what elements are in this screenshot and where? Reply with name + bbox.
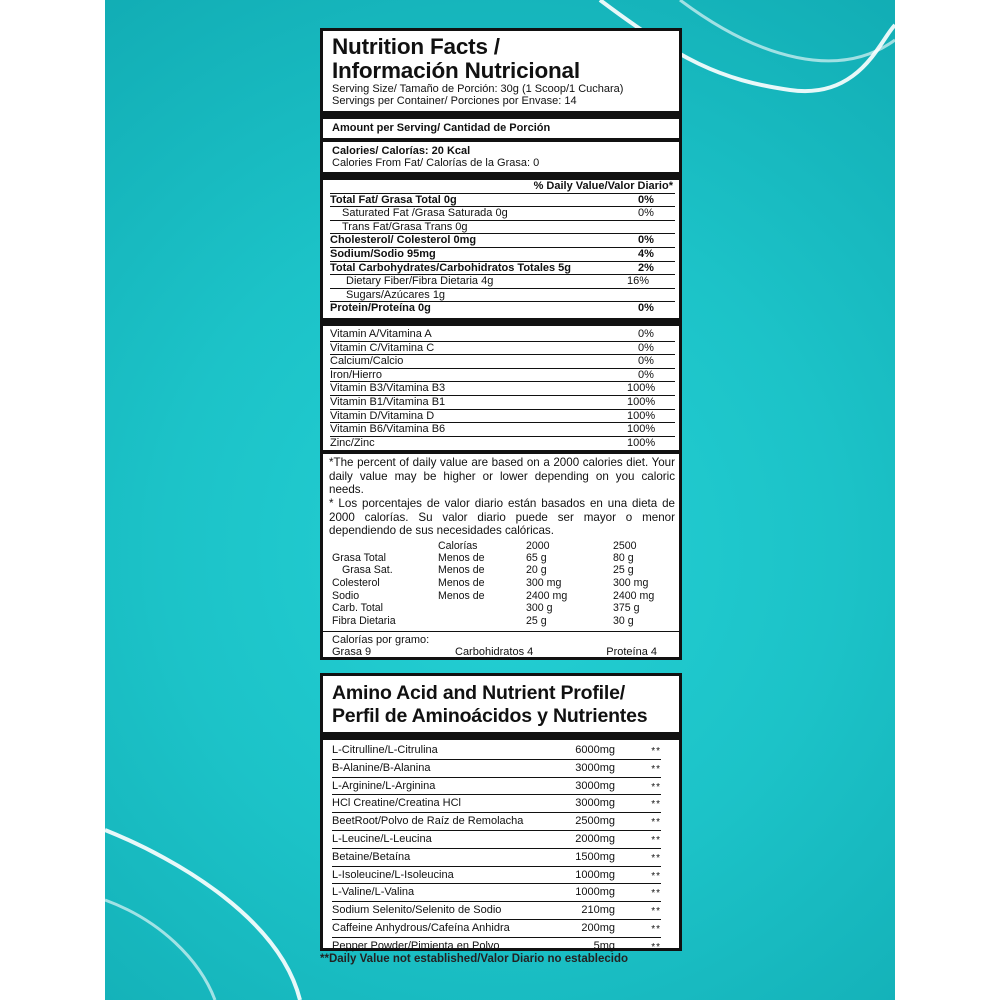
nutrient-label: Sugars/Azúcares 1g xyxy=(346,288,446,301)
vitamin-label: Vitamin A/Vitamina A xyxy=(330,327,432,340)
dv-table-cell: Menos de xyxy=(438,577,485,590)
vitamin-dv: 100% xyxy=(627,409,656,422)
nutrient-dv: 0% xyxy=(638,234,654,247)
amino-dv-mark: ** xyxy=(651,746,661,757)
dv-table-cell: 300 mg xyxy=(526,577,562,590)
vitamin-row xyxy=(330,410,675,424)
serving-size: Serving Size/ Tamaño de Porción: 30g (1 Scoop/1 Cuchara) xyxy=(332,83,624,95)
dv-table-cell: 80 g xyxy=(613,551,634,564)
divider-thick xyxy=(323,318,679,326)
calories: Calories/ Calorías: 20 Kcal xyxy=(332,145,471,157)
vitamin-row xyxy=(330,342,675,356)
amino-label: Pepper Powder/Pimienta en Polvo xyxy=(332,939,500,952)
amino-dv-mark: ** xyxy=(651,763,661,775)
amino-amount: 1000mg xyxy=(575,868,615,881)
nutrition-title-line1: Nutrition Facts / xyxy=(332,34,500,59)
amino-label: BeetRoot/Polvo de Raíz de Remolacha xyxy=(332,815,524,828)
nutrient-dv: 0% xyxy=(638,193,654,206)
bottom-curve-line-2 xyxy=(105,900,215,1000)
amino-row xyxy=(332,778,661,796)
divider-thick xyxy=(323,732,679,740)
nutrient-list xyxy=(323,194,679,316)
nutrient-dv: 2% xyxy=(638,261,654,274)
amino-acid-panel xyxy=(320,673,682,951)
dv-header-text: % Daily Value/Valor Diario* xyxy=(533,180,673,192)
dv-table-cell: 2000 xyxy=(526,539,550,552)
nutrient-row xyxy=(330,275,675,289)
amino-list xyxy=(323,742,679,956)
calories-from-fat: Calories From Fat/ Calorías de la Grasa: 0 xyxy=(332,157,540,169)
vitamin-row xyxy=(330,423,675,437)
vitamin-row xyxy=(330,355,675,369)
divider-thick xyxy=(323,172,679,180)
servings-per-container: Servings per Container/ Porciones por Envase: 14 xyxy=(332,95,577,107)
nutrient-label: Saturated Fat /Grasa Saturada 0g xyxy=(342,207,508,220)
footer-note: **Daily Value not established/Valor Diario no establecido xyxy=(320,953,629,965)
amino-amount: 2000mg xyxy=(575,832,615,845)
vitamin-label: Vitamin B1/Vitamina B1 xyxy=(330,395,446,408)
amino-amount: 3000mg xyxy=(575,779,615,792)
nutrient-label: Cholesterol/ Colesterol 0mg xyxy=(330,234,477,247)
dv-table-cell: 65 g xyxy=(526,551,547,564)
nutrition-facts-panel xyxy=(320,28,682,660)
amino-amount: 200mg xyxy=(581,921,615,934)
footnote-es: * Los porcentajes de valor diario están basados en una dieta de 2000 calorías. Su valor diario puede ser mayor o menor dependiendo de sus necesidades calóricas. xyxy=(329,497,675,538)
amino-title-line1: Amino Acid and Nutrient Profile/ xyxy=(332,682,625,704)
nutrient-row xyxy=(330,207,675,221)
divider-thick xyxy=(323,111,679,119)
amino-amount: 2500mg xyxy=(575,815,615,828)
vitamin-row xyxy=(330,328,675,342)
dv-table-cell: Colesterol xyxy=(332,577,380,590)
dv-table-cell: 2400 mg xyxy=(526,589,568,602)
vitamin-row xyxy=(330,437,675,451)
amino-dv-mark: ** xyxy=(651,888,661,900)
vitamin-label: Vitamin C/Vitamina C xyxy=(330,341,435,354)
amino-amount: 1500mg xyxy=(575,850,615,863)
dv-table-cell: Menos de xyxy=(438,589,485,602)
cal-per-gram-fat: Grasa 9 xyxy=(332,645,372,658)
nutrient-dv: 0% xyxy=(638,207,654,220)
amino-dv-mark: ** xyxy=(651,941,661,953)
amino-label: B-Alanine/B-Alanina xyxy=(332,761,431,774)
nutrient-label: Total Carbohydrates/Carbohidratos Totales 5g xyxy=(330,261,572,274)
nutrition-title-line2: Información Nutricional xyxy=(332,58,580,83)
vitamin-row xyxy=(330,396,675,410)
nutrient-row xyxy=(330,234,675,248)
dv-table-cell: Calorías xyxy=(438,539,478,552)
vitamin-dv: 100% xyxy=(627,395,656,408)
nutrient-label: Trans Fat/Grasa Trans 0g xyxy=(342,220,468,233)
vitamin-row xyxy=(330,369,675,383)
vitamin-label: Iron/Hierro xyxy=(330,368,382,381)
amino-dv-mark: ** xyxy=(651,870,661,882)
vitamin-dv: 0% xyxy=(638,341,654,354)
vitamin-label: Vitamin B6/Vitamina B6 xyxy=(330,423,446,436)
nutrient-row xyxy=(330,248,675,262)
dv-table-cell: 375 g xyxy=(613,602,640,615)
amino-label: L-Arginine/L-Arginina xyxy=(332,779,436,792)
amino-row xyxy=(332,742,661,760)
amino-amount: 210mg xyxy=(581,904,615,917)
amino-dv-mark: ** xyxy=(651,781,661,793)
vitamin-dv: 0% xyxy=(638,355,654,368)
vitamin-list xyxy=(323,326,679,450)
amino-dv-mark: ** xyxy=(651,834,661,846)
amino-title-line2: Perfil de Aminoácidos y Nutrientes xyxy=(332,705,648,727)
amino-amount: 3000mg xyxy=(575,761,615,774)
amino-amount: 6000mg xyxy=(575,744,615,756)
nutrient-label: Protein/Proteína 0g xyxy=(330,302,431,315)
daily-value-table xyxy=(323,538,679,628)
dv-table-cell: Fibra Dietaria xyxy=(332,614,396,627)
amino-amount: 3000mg xyxy=(575,797,615,810)
vitamin-dv: 100% xyxy=(627,423,656,436)
footnote-en: *The percent of daily value are based on a 2000 calories diet. Your daily value may be higher or lower depending on you caloric needs. xyxy=(329,456,675,497)
dv-table-cell: Grasa Sat. xyxy=(342,564,393,577)
nutrient-dv: 4% xyxy=(638,247,654,260)
vitamin-dv: 100% xyxy=(627,382,656,395)
dv-table-cell: 2400 mg xyxy=(613,589,655,602)
dv-table-cell: Menos de xyxy=(438,551,485,564)
vitamin-label: Vitamin B3/Vitamina B3 xyxy=(330,382,446,395)
nutrient-row xyxy=(330,289,675,303)
amino-label: L-Isoleucine/L-Isoleucina xyxy=(332,868,454,881)
vitamin-label: Vitamin D/Vitamina D xyxy=(330,409,435,422)
nutrient-label: Sodium/Sodio 95mg xyxy=(330,247,436,260)
dv-table-cell: 300 mg xyxy=(613,577,649,590)
amino-amount: 1000mg xyxy=(575,886,615,899)
amino-title xyxy=(323,676,679,728)
amino-dv-mark: ** xyxy=(651,906,661,918)
vitamin-dv: 0% xyxy=(638,327,654,340)
amino-row xyxy=(332,867,661,885)
amino-label: L-Valine/L-Valina xyxy=(332,886,415,899)
amino-label: Sodium Selenito/Selenito de Sodio xyxy=(332,904,502,917)
vitamin-dv: 100% xyxy=(627,436,656,449)
calories-per-gram-row xyxy=(323,646,679,660)
vitamin-label: Zinc/Zinc xyxy=(330,436,375,449)
cal-per-gram-carb: Carbohidratos 4 xyxy=(455,645,534,658)
amino-dv-mark: ** xyxy=(651,799,661,811)
nutrient-row xyxy=(330,302,675,316)
daily-value-header xyxy=(330,180,675,194)
amino-label: HCl Creatine/Creatina HCl xyxy=(332,797,461,810)
calories-per-gram-label: Calorías por gramo: xyxy=(332,633,430,646)
nutrient-row xyxy=(330,262,675,276)
amino-label: L-Leucine/L-Leucina xyxy=(332,832,432,845)
dv-table-cell: Carb. Total xyxy=(332,602,384,615)
top-curve-line-2 xyxy=(680,0,895,61)
amount-per-serving: Amount per Serving/ Cantidad de Porción xyxy=(332,122,551,134)
amino-row xyxy=(332,902,661,920)
dv-table-cell: 30 g xyxy=(613,614,634,627)
vitamin-dv: 0% xyxy=(638,368,654,381)
amino-label: L-Citrulline/L-Citrulina xyxy=(332,744,438,756)
nutrient-dv: 0% xyxy=(638,302,654,315)
amino-dv-mark: ** xyxy=(651,817,661,829)
dv-table-cell: 25 g xyxy=(613,564,634,577)
amino-row xyxy=(332,849,661,867)
dv-table-cell: 300 g xyxy=(526,602,553,615)
amino-row xyxy=(332,831,661,849)
amino-amount: 5mg xyxy=(593,939,615,952)
dv-table-cell: 20 g xyxy=(526,564,547,577)
amino-row xyxy=(332,795,661,813)
amino-label: Betaine/Betaína xyxy=(332,850,411,863)
amino-row xyxy=(332,884,661,902)
amino-row xyxy=(332,813,661,831)
cal-per-gram-protein: Proteína 4 xyxy=(606,645,657,658)
dv-table-cell: 2500 xyxy=(613,539,637,552)
amino-label: Caffeine Anhydrous/Cafeína Anhidra xyxy=(332,921,510,934)
nutrient-dv: 16% xyxy=(627,275,650,288)
nutrition-title xyxy=(323,31,679,83)
nutrient-label: Dietary Fiber/Fibra Dietaria 4g xyxy=(346,275,494,288)
dv-table-cell: Menos de xyxy=(438,564,485,577)
nutrient-row xyxy=(330,194,675,208)
dv-table-cell: Grasa Total xyxy=(332,551,386,564)
vitamin-row xyxy=(330,382,675,396)
vitamin-label: Calcium/Calcio xyxy=(330,355,404,368)
nutrient-row xyxy=(330,221,675,235)
amino-row xyxy=(332,920,661,938)
amino-dv-mark: ** xyxy=(651,923,661,935)
nutrient-label: Total Fat/ Grasa Total 0g xyxy=(330,193,457,206)
dv-table-cell: Sodio xyxy=(332,589,360,602)
amino-row xyxy=(332,760,661,778)
dv-table-cell: 25 g xyxy=(526,614,547,627)
amino-dv-mark: ** xyxy=(651,852,661,864)
